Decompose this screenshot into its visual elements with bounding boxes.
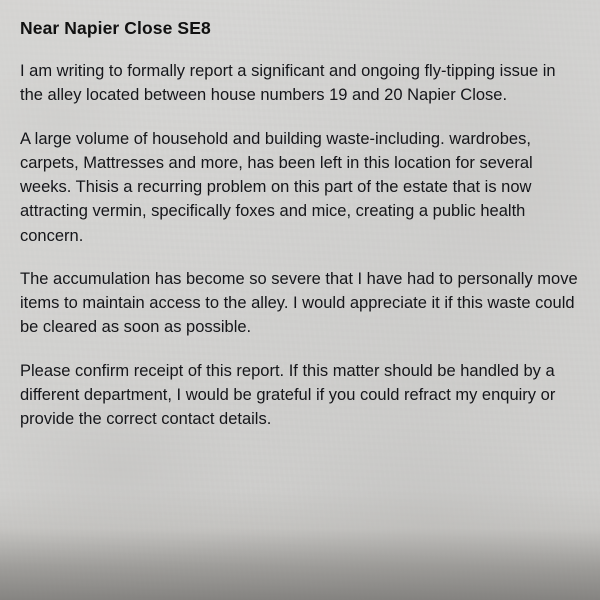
report-paragraph-2: A large volume of household and building waste-including. wardrobes, carpets, Mattresses and more, has been left in this location for several weeks. Thisis a recurring problem on this part of the estate that is now attracting vermin, specifically foxes and mice, creating a public health concern. — [20, 129, 533, 245]
report-paragraph-1: I am writing to formally report a significant and ongoing fly-tipping issue in the alley located between house numbers 19 and 20 Napier Close. — [20, 62, 556, 105]
report-paragraph-3: The accumulation has become so severe that I have had to personally move items to maintain access to the alley. I would appreciate it if this waste could be cleared as soon as possible. — [20, 269, 578, 337]
report-paragraph-4: Please confirm receipt of this report. If this matter should be handled by a different department, I would be grateful if you could refract my enquiry or provide the correct contact details. — [20, 361, 556, 428]
page-title: Near Napier Close SE8 — [20, 18, 211, 38]
